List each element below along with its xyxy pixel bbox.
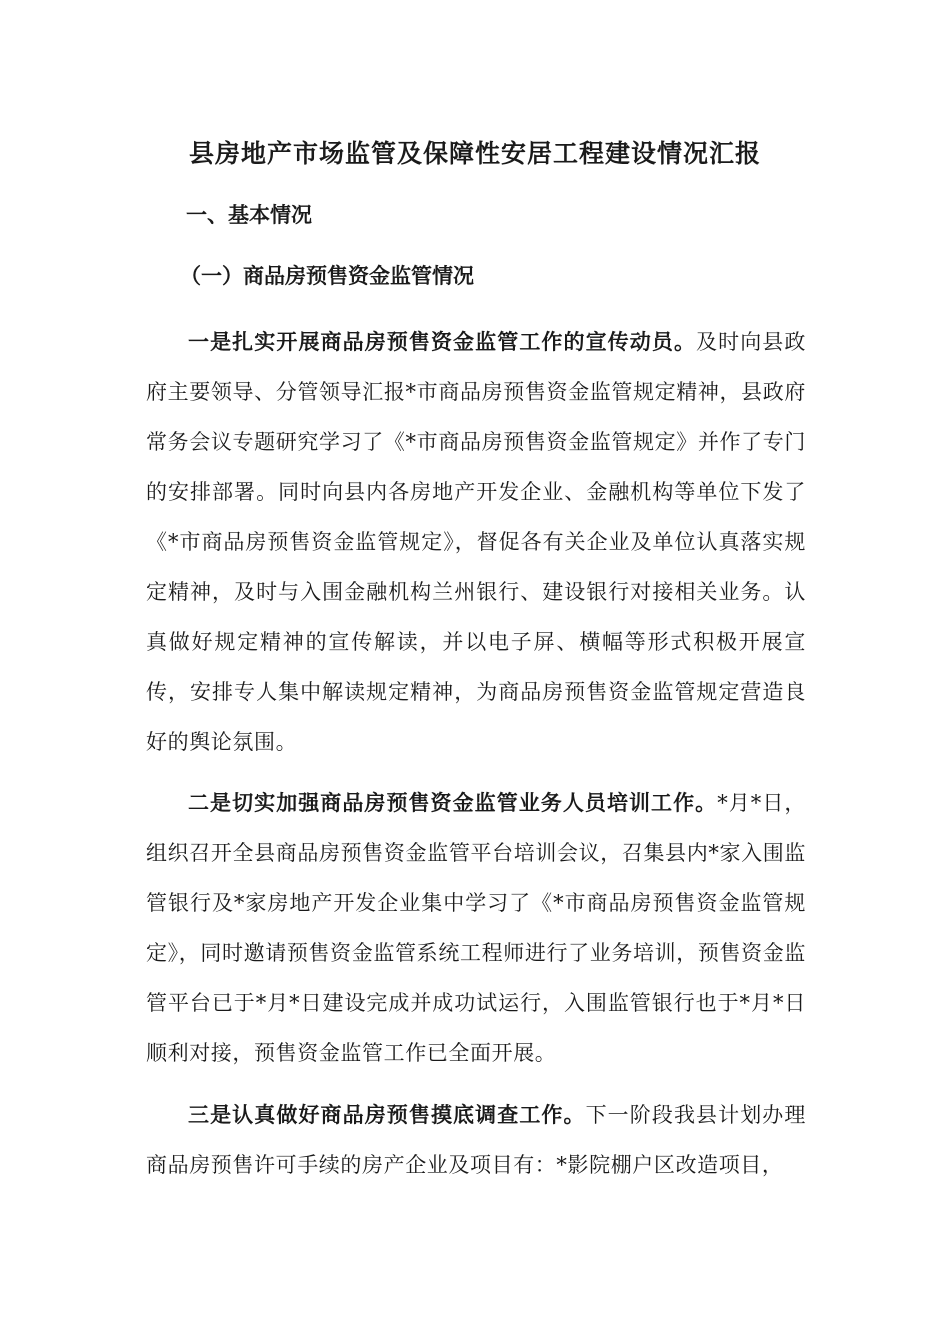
- paragraph-3-body: 下一阶段我县计划办理商品房预售许可手续的房产企业及项目有：*影院棚户区改造项目，: [146, 1103, 806, 1177]
- paragraph-1-body: 及时向县政府主要领导、分管领导汇报*市商品房预售资金监管规定精神，县政府常务会议专题研究学习了《*市商品房预售资金监管规定》并作了专门的安排部署。同时向县内各房地产开发企业、金融机构等单位下发了《*市商品房预售资金监管规定》，督促各有关企业及单位认真落实规定精神，及时与入围金融机构兰州银行、建设银行对接相关业务。认真做好规定精神的宣传解读，并以电子屏、横幅等形式积极开展宣传，安排专人集中解读规定精神，为商品房预售资金监管规定营造良好的舆论氛围。: [146, 330, 807, 754]
- paragraph-3-lead: 三是认真做好商品房预售摸底调查工作。: [188, 1103, 586, 1127]
- subsection-heading: （一）商品房预售资金监管情况: [180, 264, 474, 288]
- paragraph-2-lead: 二是切实加强商品房预售资金监管业务人员培训工作。: [188, 791, 718, 815]
- paragraph-2-body: *月*日，组织召开全县商品房预售资金监管平台培训会议，召集县内*家入围监管银行及*家房地产开发企业集中学习了《*市商品房预售资金监管规定》，同时邀请预售资金监管系统工程师进行了业务培训，预售资金监管平台已于*月*日建设完成并成功试运行，入围监管银行也于*月*日顺利对接，预售资金监管工作已全面开展。: [146, 791, 807, 1065]
- paragraph-1-lead: 一是扎实开展商品房预售资金监管工作的宣传动员。: [188, 330, 697, 354]
- section-heading: 一、基本情况: [186, 203, 312, 227]
- paragraph-3: [146, 1090, 806, 1190]
- paragraph-1: [146, 317, 806, 767]
- document-title: 县房地产市场监管及保障性安居工程建设情况汇报: [188, 139, 761, 168]
- paragraph-2: [146, 778, 806, 1078]
